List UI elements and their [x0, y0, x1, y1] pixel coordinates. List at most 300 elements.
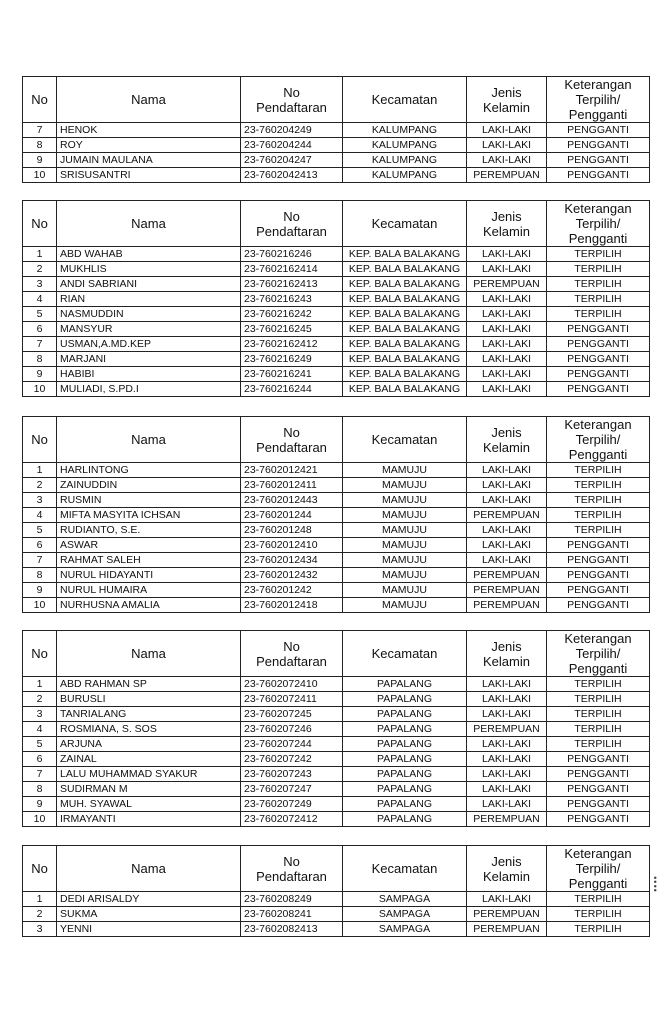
cell-kecamatan: PAPALANG: [343, 707, 467, 722]
cell-kecamatan: MAMUJU: [343, 508, 467, 523]
cell-no-pendaftaran: 23-7602072410: [241, 677, 343, 692]
cell-no-pendaftaran: 23-760216249: [241, 352, 343, 367]
cell-keterangan: PENGGANTI: [547, 752, 650, 767]
cell-kecamatan: MAMUJU: [343, 553, 467, 568]
cell-keterangan: PENGGANTI: [547, 337, 650, 352]
cell-keterangan: TERPILIH: [547, 737, 650, 752]
cell-keterangan: PENGGANTI: [547, 797, 650, 812]
header-no: No: [23, 846, 57, 892]
cell-jenis-kelamin: LAKI-LAKI: [467, 523, 547, 538]
table-row: [23, 523, 650, 538]
cell-keterangan: PENGGANTI: [547, 138, 650, 153]
cell-jenis-kelamin: LAKI-LAKI: [467, 737, 547, 752]
cell-no: 10: [23, 168, 57, 183]
table-row: [23, 553, 650, 568]
cell-no: 9: [23, 583, 57, 598]
cell-no: 8: [23, 568, 57, 583]
cell-no-pendaftaran: 23-760216245: [241, 322, 343, 337]
table-header-row: [23, 846, 650, 892]
cell-nama: RUDIANTO, S.E.: [57, 523, 241, 538]
header-jenis-kelamin: Jenis Kelamin: [467, 846, 547, 892]
table-row: [23, 352, 650, 367]
table-row: [23, 262, 650, 277]
cell-no-pendaftaran: 23-7602042413: [241, 168, 343, 183]
header-nama: Nama: [57, 417, 241, 463]
header-no-pendaftaran: No Pendaftaran: [241, 631, 343, 677]
cell-jenis-kelamin: LAKI-LAKI: [467, 752, 547, 767]
table-row: [23, 337, 650, 352]
cell-nama: ABD RAHMAN SP: [57, 677, 241, 692]
cell-no: 1: [23, 892, 57, 907]
cell-kecamatan: PAPALANG: [343, 677, 467, 692]
cell-no: 10: [23, 598, 57, 613]
cell-no: 2: [23, 262, 57, 277]
cell-no-pendaftaran: 23-760207242: [241, 752, 343, 767]
cell-keterangan: TERPILIH: [547, 922, 650, 937]
cell-jenis-kelamin: PEREMPUAN: [467, 277, 547, 292]
cell-nama: RAHMAT SALEH: [57, 553, 241, 568]
cell-kecamatan: KEP. BALA BALAKANG: [343, 292, 467, 307]
cell-nama: IRMAYANTI: [57, 812, 241, 827]
cell-no: 1: [23, 677, 57, 692]
cell-jenis-kelamin: LAKI-LAKI: [467, 538, 547, 553]
cell-keterangan: PENGGANTI: [547, 168, 650, 183]
cell-jenis-kelamin: PEREMPUAN: [467, 722, 547, 737]
cell-jenis-kelamin: LAKI-LAKI: [467, 707, 547, 722]
cell-kecamatan: KALUMPANG: [343, 138, 467, 153]
header-nama: Nama: [57, 631, 241, 677]
cell-keterangan: TERPILIH: [547, 707, 650, 722]
cell-kecamatan: KEP. BALA BALAKANG: [343, 247, 467, 262]
cell-keterangan: PENGGANTI: [547, 322, 650, 337]
cell-keterangan: TERPILIH: [547, 478, 650, 493]
candidate-table: [22, 200, 650, 397]
cell-nama: ROY: [57, 138, 241, 153]
table-row: [23, 583, 650, 598]
cell-keterangan: TERPILIH: [547, 247, 650, 262]
cell-jenis-kelamin: PEREMPUAN: [467, 508, 547, 523]
cell-no: 1: [23, 463, 57, 478]
header-no-pendaftaran: No Pendaftaran: [241, 201, 343, 247]
cell-keterangan: PENGGANTI: [547, 782, 650, 797]
cell-no: 9: [23, 153, 57, 168]
cell-no: 8: [23, 352, 57, 367]
cell-no: 7: [23, 337, 57, 352]
cell-keterangan: PENGGANTI: [547, 367, 650, 382]
table-row: [23, 737, 650, 752]
cell-no: 10: [23, 812, 57, 827]
cell-no-pendaftaran: 23-760216244: [241, 382, 343, 397]
cell-no: 6: [23, 322, 57, 337]
cell-nama: HARLINTONG: [57, 463, 241, 478]
cell-keterangan: TERPILIH: [547, 277, 650, 292]
cell-nama: HABIBI: [57, 367, 241, 382]
cell-kecamatan: MAMUJU: [343, 523, 467, 538]
cell-jenis-kelamin: LAKI-LAKI: [467, 247, 547, 262]
cell-keterangan: PENGGANTI: [547, 553, 650, 568]
cell-nama: NURHUSNA AMALIA: [57, 598, 241, 613]
cell-no-pendaftaran: 23-7602072411: [241, 692, 343, 707]
cell-jenis-kelamin: LAKI-LAKI: [467, 478, 547, 493]
cell-nama: JUMAIN MAULANA: [57, 153, 241, 168]
cell-jenis-kelamin: LAKI-LAKI: [467, 123, 547, 138]
header-keterangan: Keterangan Terpilih/ Pengganti: [547, 846, 650, 892]
table-row: [23, 722, 650, 737]
cell-no-pendaftaran: 23-760216246: [241, 247, 343, 262]
header-kecamatan: Kecamatan: [343, 77, 467, 123]
cell-kecamatan: MAMUJU: [343, 478, 467, 493]
cell-no-pendaftaran: 23-7602012418: [241, 598, 343, 613]
cell-jenis-kelamin: LAKI-LAKI: [467, 337, 547, 352]
header-keterangan: Keterangan Terpilih/ Pengganti: [547, 631, 650, 677]
cell-keterangan: PENGGANTI: [547, 812, 650, 827]
table-row: [23, 922, 650, 937]
cell-no-pendaftaran: 23-760207247: [241, 782, 343, 797]
cell-kecamatan: SAMPAGA: [343, 922, 467, 937]
header-no-pendaftaran: No Pendaftaran: [241, 846, 343, 892]
header-keterangan: Keterangan Terpilih/ Pengganti: [547, 417, 650, 463]
cell-jenis-kelamin: LAKI-LAKI: [467, 677, 547, 692]
header-no: No: [23, 77, 57, 123]
table-row: [23, 168, 650, 183]
header-keterangan: Keterangan Terpilih/ Pengganti: [547, 77, 650, 123]
cell-kecamatan: MAMUJU: [343, 583, 467, 598]
cell-kecamatan: MAMUJU: [343, 493, 467, 508]
table-row: [23, 907, 650, 922]
table-row: [23, 367, 650, 382]
cell-no: 3: [23, 707, 57, 722]
table-row: [23, 138, 650, 153]
table-row: [23, 707, 650, 722]
cell-no: 2: [23, 692, 57, 707]
cell-kecamatan: MAMUJU: [343, 463, 467, 478]
cell-keterangan: TERPILIH: [547, 292, 650, 307]
header-no: No: [23, 201, 57, 247]
cell-keterangan: PENGGANTI: [547, 598, 650, 613]
cell-jenis-kelamin: LAKI-LAKI: [467, 367, 547, 382]
table-row: [23, 123, 650, 138]
cell-no-pendaftaran: 23-760216243: [241, 292, 343, 307]
cell-no: 6: [23, 752, 57, 767]
cell-keterangan: PENGGANTI: [547, 123, 650, 138]
candidate-table: [22, 416, 650, 613]
cell-no: 1: [23, 247, 57, 262]
table-row: [23, 292, 650, 307]
table-row: [23, 538, 650, 553]
cell-no: 4: [23, 508, 57, 523]
cell-nama: MUH. SYAWAL: [57, 797, 241, 812]
cell-kecamatan: KEP. BALA BALAKANG: [343, 352, 467, 367]
cell-keterangan: PENGGANTI: [547, 767, 650, 782]
cell-keterangan: TERPILIH: [547, 493, 650, 508]
cell-jenis-kelamin: LAKI-LAKI: [467, 493, 547, 508]
cell-no-pendaftaran: 23-7602012410: [241, 538, 343, 553]
cell-no-pendaftaran: 23-7602012434: [241, 553, 343, 568]
candidate-table: [22, 76, 650, 183]
cell-no: 7: [23, 767, 57, 782]
table-row: [23, 322, 650, 337]
cell-keterangan: TERPILIH: [547, 907, 650, 922]
header-nama: Nama: [57, 77, 241, 123]
cell-kecamatan: KEP. BALA BALAKANG: [343, 322, 467, 337]
table-row: [23, 568, 650, 583]
cell-nama: MUKHLIS: [57, 262, 241, 277]
cell-kecamatan: KALUMPANG: [343, 123, 467, 138]
table-row: [23, 767, 650, 782]
cell-no-pendaftaran: 23-7602012443: [241, 493, 343, 508]
cell-jenis-kelamin: LAKI-LAKI: [467, 797, 547, 812]
cell-nama: RIAN: [57, 292, 241, 307]
handwritten-mark: ⦙: [653, 872, 658, 896]
header-jenis-kelamin: Jenis Kelamin: [467, 201, 547, 247]
cell-jenis-kelamin: LAKI-LAKI: [467, 153, 547, 168]
cell-jenis-kelamin: LAKI-LAKI: [467, 138, 547, 153]
cell-jenis-kelamin: LAKI-LAKI: [467, 292, 547, 307]
cell-no-pendaftaran: 23-760208249: [241, 892, 343, 907]
cell-keterangan: TERPILIH: [547, 508, 650, 523]
table-header-row: [23, 417, 650, 463]
cell-no: 10: [23, 382, 57, 397]
cell-jenis-kelamin: LAKI-LAKI: [467, 322, 547, 337]
cell-no-pendaftaran: 23-7602072412: [241, 812, 343, 827]
cell-nama: USMAN,A.MD.KEP: [57, 337, 241, 352]
cell-no: 6: [23, 538, 57, 553]
cell-nama: NURUL HUMAIRA: [57, 583, 241, 598]
cell-nama: SUKMA: [57, 907, 241, 922]
table-row: [23, 463, 650, 478]
header-no: No: [23, 631, 57, 677]
cell-jenis-kelamin: LAKI-LAKI: [467, 463, 547, 478]
cell-jenis-kelamin: LAKI-LAKI: [467, 307, 547, 322]
cell-kecamatan: KALUMPANG: [343, 168, 467, 183]
table-row: [23, 247, 650, 262]
cell-no: 2: [23, 907, 57, 922]
cell-jenis-kelamin: PEREMPUAN: [467, 812, 547, 827]
cell-no-pendaftaran: 23-760204247: [241, 153, 343, 168]
cell-jenis-kelamin: PEREMPUAN: [467, 168, 547, 183]
cell-no: 8: [23, 138, 57, 153]
cell-nama: SRISUSANTRI: [57, 168, 241, 183]
cell-no-pendaftaran: 23-760207249: [241, 797, 343, 812]
table-row: [23, 892, 650, 907]
cell-nama: MANSYUR: [57, 322, 241, 337]
cell-kecamatan: KEP. BALA BALAKANG: [343, 262, 467, 277]
cell-no-pendaftaran: 23-760207246: [241, 722, 343, 737]
cell-nama: MARJANI: [57, 352, 241, 367]
header-kecamatan: Kecamatan: [343, 201, 467, 247]
cell-kecamatan: PAPALANG: [343, 812, 467, 827]
cell-kecamatan: SAMPAGA: [343, 892, 467, 907]
cell-no: 7: [23, 553, 57, 568]
cell-nama: ROSMIANA, S. SOS: [57, 722, 241, 737]
cell-kecamatan: PAPALANG: [343, 797, 467, 812]
cell-no: 4: [23, 292, 57, 307]
cell-keterangan: TERPILIH: [547, 523, 650, 538]
cell-no-pendaftaran: 23-760201244: [241, 508, 343, 523]
cell-keterangan: TERPILIH: [547, 892, 650, 907]
cell-no-pendaftaran: 23-7602082413: [241, 922, 343, 937]
cell-no: 5: [23, 737, 57, 752]
cell-jenis-kelamin: PEREMPUAN: [467, 598, 547, 613]
table-row: [23, 382, 650, 397]
cell-kecamatan: PAPALANG: [343, 722, 467, 737]
table-header-row: [23, 77, 650, 123]
table-row: [23, 478, 650, 493]
cell-nama: TANRIALANG: [57, 707, 241, 722]
cell-jenis-kelamin: LAKI-LAKI: [467, 767, 547, 782]
table-row: [23, 752, 650, 767]
cell-kecamatan: KEP. BALA BALAKANG: [343, 307, 467, 322]
table-row: [23, 677, 650, 692]
header-jenis-kelamin: Jenis Kelamin: [467, 631, 547, 677]
cell-no-pendaftaran: 23-7602162414: [241, 262, 343, 277]
cell-no: 5: [23, 307, 57, 322]
table-row: [23, 797, 650, 812]
cell-kecamatan: SAMPAGA: [343, 907, 467, 922]
header-nama: Nama: [57, 201, 241, 247]
cell-no: 9: [23, 797, 57, 812]
cell-no-pendaftaran: 23-760201248: [241, 523, 343, 538]
cell-kecamatan: KEP. BALA BALAKANG: [343, 277, 467, 292]
cell-no: 9: [23, 367, 57, 382]
table-row: [23, 812, 650, 827]
cell-nama: BURUSLI: [57, 692, 241, 707]
table-header-row: [23, 631, 650, 677]
cell-keterangan: PENGGANTI: [547, 153, 650, 168]
table-row: [23, 598, 650, 613]
cell-nama: ARJUNA: [57, 737, 241, 752]
cell-no: 8: [23, 782, 57, 797]
cell-kecamatan: KEP. BALA BALAKANG: [343, 367, 467, 382]
header-jenis-kelamin: Jenis Kelamin: [467, 77, 547, 123]
cell-nama: SUDIRMAN M: [57, 782, 241, 797]
cell-kecamatan: PAPALANG: [343, 752, 467, 767]
cell-no-pendaftaran: 23-760208241: [241, 907, 343, 922]
header-no-pendaftaran: No Pendaftaran: [241, 417, 343, 463]
cell-keterangan: TERPILIH: [547, 262, 650, 277]
cell-nama: ANDI SABRIANI: [57, 277, 241, 292]
header-jenis-kelamin: Jenis Kelamin: [467, 417, 547, 463]
cell-jenis-kelamin: LAKI-LAKI: [467, 553, 547, 568]
table-row: [23, 782, 650, 797]
cell-no-pendaftaran: 23-760204244: [241, 138, 343, 153]
header-kecamatan: Kecamatan: [343, 631, 467, 677]
cell-nama: MULIADI, S.PD.I: [57, 382, 241, 397]
cell-nama: ZAINUDDIN: [57, 478, 241, 493]
header-kecamatan: Kecamatan: [343, 417, 467, 463]
cell-nama: NASMUDDIN: [57, 307, 241, 322]
cell-kecamatan: MAMUJU: [343, 598, 467, 613]
cell-nama: ASWAR: [57, 538, 241, 553]
cell-nama: ZAINAL: [57, 752, 241, 767]
cell-kecamatan: KALUMPANG: [343, 153, 467, 168]
cell-no-pendaftaran: 23-760207244: [241, 737, 343, 752]
cell-nama: YENNI: [57, 922, 241, 937]
header-keterangan: Keterangan Terpilih/ Pengganti: [547, 201, 650, 247]
cell-jenis-kelamin: LAKI-LAKI: [467, 692, 547, 707]
cell-keterangan: PENGGANTI: [547, 382, 650, 397]
cell-nama: ABD WAHAB: [57, 247, 241, 262]
header-nama: Nama: [57, 846, 241, 892]
cell-no: 4: [23, 722, 57, 737]
cell-no-pendaftaran: 23-760207243: [241, 767, 343, 782]
cell-jenis-kelamin: LAKI-LAKI: [467, 892, 547, 907]
cell-kecamatan: MAMUJU: [343, 538, 467, 553]
cell-no: 5: [23, 523, 57, 538]
cell-no-pendaftaran: 23-760207245: [241, 707, 343, 722]
cell-no: 2: [23, 478, 57, 493]
cell-nama: RUSMIN: [57, 493, 241, 508]
cell-keterangan: PENGGANTI: [547, 583, 650, 598]
cell-keterangan: PENGGANTI: [547, 538, 650, 553]
cell-no-pendaftaran: 23-7602012432: [241, 568, 343, 583]
cell-no: 3: [23, 493, 57, 508]
cell-jenis-kelamin: PEREMPUAN: [467, 922, 547, 937]
cell-no-pendaftaran: 23-760216241: [241, 367, 343, 382]
cell-no-pendaftaran: 23-7602012411: [241, 478, 343, 493]
header-no-pendaftaran: No Pendaftaran: [241, 77, 343, 123]
cell-jenis-kelamin: LAKI-LAKI: [467, 352, 547, 367]
cell-nama: HENOK: [57, 123, 241, 138]
table-row: [23, 493, 650, 508]
table-row: [23, 692, 650, 707]
cell-jenis-kelamin: PEREMPUAN: [467, 907, 547, 922]
cell-nama: DEDI ARISALDY: [57, 892, 241, 907]
cell-kecamatan: KEP. BALA BALAKANG: [343, 382, 467, 397]
cell-nama: MIFTA MASYITA ICHSAN: [57, 508, 241, 523]
cell-no-pendaftaran: 23-760216242: [241, 307, 343, 322]
cell-kecamatan: MAMUJU: [343, 568, 467, 583]
cell-no-pendaftaran: 23-760201242: [241, 583, 343, 598]
cell-jenis-kelamin: PEREMPUAN: [467, 568, 547, 583]
header-kecamatan: Kecamatan: [343, 846, 467, 892]
cell-no-pendaftaran: 23-7602012421: [241, 463, 343, 478]
cell-kecamatan: PAPALANG: [343, 737, 467, 752]
cell-jenis-kelamin: LAKI-LAKI: [467, 382, 547, 397]
candidate-table: [22, 845, 650, 937]
cell-no-pendaftaran: 23-7602162412: [241, 337, 343, 352]
cell-keterangan: TERPILIH: [547, 307, 650, 322]
cell-nama: NURUL HIDAYANTI: [57, 568, 241, 583]
cell-nama: LALU MUHAMMAD SYAKUR: [57, 767, 241, 782]
candidate-table: [22, 630, 650, 827]
cell-no-pendaftaran: 23-760204249: [241, 123, 343, 138]
cell-keterangan: TERPILIH: [547, 692, 650, 707]
table-row: [23, 153, 650, 168]
cell-keterangan: PENGGANTI: [547, 352, 650, 367]
header-no: No: [23, 417, 57, 463]
cell-jenis-kelamin: LAKI-LAKI: [467, 262, 547, 277]
cell-no-pendaftaran: 23-7602162413: [241, 277, 343, 292]
table-header-row: [23, 201, 650, 247]
cell-kecamatan: PAPALANG: [343, 782, 467, 797]
cell-keterangan: TERPILIH: [547, 722, 650, 737]
cell-no: 7: [23, 123, 57, 138]
cell-jenis-kelamin: PEREMPUAN: [467, 583, 547, 598]
cell-kecamatan: PAPALANG: [343, 692, 467, 707]
table-row: [23, 508, 650, 523]
cell-keterangan: TERPILIH: [547, 463, 650, 478]
table-row: [23, 307, 650, 322]
table-row: [23, 277, 650, 292]
cell-no: 3: [23, 277, 57, 292]
cell-keterangan: TERPILIH: [547, 677, 650, 692]
cell-kecamatan: KEP. BALA BALAKANG: [343, 337, 467, 352]
cell-no: 3: [23, 922, 57, 937]
cell-jenis-kelamin: LAKI-LAKI: [467, 782, 547, 797]
cell-keterangan: PENGGANTI: [547, 568, 650, 583]
cell-kecamatan: PAPALANG: [343, 767, 467, 782]
